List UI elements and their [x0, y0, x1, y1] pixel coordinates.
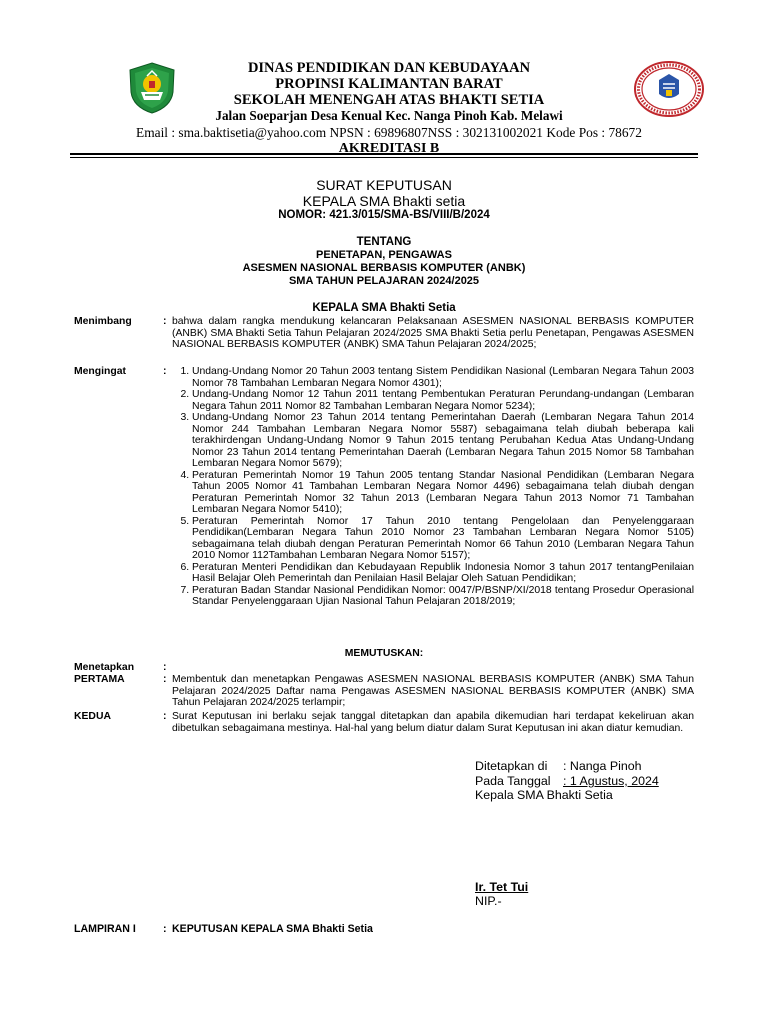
menetapkan-label: Menetapkan — [74, 662, 135, 673]
ditetapkan-label: Ditetapkan di — [475, 759, 548, 773]
decree-title: SURAT KEPUTUSAN — [316, 177, 452, 193]
signer-nip: NIP.- — [475, 894, 502, 908]
list-item: 3. Undang-Undang Nomor 23 Tahun 2014 tentang Pemerintahan Daerah (Lembaran Negara Tahun 2014 Nomor 244 Tambahan Lembaran Negara Nomor 5587) sebagaimana telah diubah beberapa kali terakhirdengan Undang-Undang Nomor 9 Tahun 2015 tentang Perubahan Kedua Atas Undang-Undang Nomor 23 Tahun 2014 tentang Pemerintahan Daerah (Lembaran Negara Tahun 2015 Nomor 58 Tambahan Lembaran Negara Nomor 5679); — [192, 412, 694, 470]
accreditation: AKREDITASI B — [338, 141, 440, 156]
mengingat-label: Mengingat — [74, 366, 126, 377]
subject-lines — [70, 249, 698, 288]
tanggal-value: : 1 Agustus, 2024 — [563, 774, 659, 788]
kedua-label: KEDUA — [74, 711, 111, 722]
lampiran-text: KEPUTUSAN KEPALA SMA Bhakti Setia — [172, 923, 373, 935]
school-contact: Email : sma.baktisetia@yahoo.com NPSN : 69896807NSS : 302131002021 Kode Pos : 78672 — [136, 125, 642, 140]
list-item: 2. Undang-Undang Nomor 12 Tahun 2011 tentang Pembentukan Peraturan Perundang-undangan (Lembaran Negara Tahun 2011 Nomor 82 Tambahan Lembaran Negara Nomor 5234); — [192, 389, 694, 412]
subject-line-1: PENETAPAN, PENGAWAS — [316, 249, 452, 261]
school-address: Jalan Soeparjan Desa Kenual Kec. Nanga Pinoh Kab. Melawi — [215, 108, 563, 123]
pertama-text: Membentuk dan menetapkan Pengawas ASESMEN NASIONAL BERBASIS KOMPUTER (ANBK) SMA Tahun Pelajaran 2024/2025 Daftar nama Pengawas ASESMEN NASIONAL BERBASIS KOMPUTER (ANBK) SMA Tahun Pelajaran 2024/2025 terlampir; — [172, 674, 694, 708]
letterhead-divider-thin — [70, 157, 698, 158]
subject-heading: TENTANG — [356, 236, 412, 248]
signer-name: Ir. Tet Tui — [475, 880, 529, 894]
pertama-section — [74, 674, 696, 710]
pertama-label: PERTAMA — [74, 674, 125, 685]
pertama-colon: : — [163, 674, 167, 685]
ditetapkan-row — [475, 759, 659, 773]
list-item: 5. Peraturan Pemerintah Nomor 17 Tahun 2010 tentang Pengelolaan dan Penyelenggaraan Pendidikan(Lembaran Negara Tahun 2010 Nomor 23 Tambahan Lembaran Negara Nomor 5105) sebagaimana telah diubah dengan Peraturan Pemerintah Nomor 66 Tahun 2010 (Lembaran Negara Tahun 2010 Nomor 112Tambahan Lembaran Negara Nomor 5157); — [192, 516, 694, 562]
signature-place-date — [475, 759, 659, 802]
lampiran-label: LAMPIRAN I — [74, 923, 136, 935]
tanggal-row — [475, 774, 659, 788]
signer-position: Kepala SMA Bhakti Setia — [475, 788, 613, 802]
mengingat-list-wrap — [172, 366, 694, 608]
mengingat-list — [172, 366, 694, 608]
menetapkan-section — [74, 662, 696, 674]
agency-name: DINAS PENDIDIKAN DAN KEBUDAYAAN — [247, 60, 531, 76]
menetapkan-colon: : — [163, 662, 167, 673]
letterhead — [80, 60, 698, 156]
ditetapkan-value: : Nanga Pinoh — [563, 759, 642, 773]
list-item: 1. Undang-Undang Nomor 20 Tahun 2003 tentang Sistem Pendidikan Nasional (Lembaran Negara Tahun 2003 Nomor 78 Tambahan Lembaran Negara Nomor 4301); — [192, 366, 694, 389]
mengingat-colon: : — [163, 366, 167, 377]
list-item: 7. Peraturan Badan Standar Nasional Pendidikan Nomor: 0047/P/BSNP/XI/2018 tentang Prosedur Operasional Standar Penyelenggaraan Ujian Nasional Tahun Pelajaran 2018/2019; — [192, 585, 694, 608]
menimbang-colon: : — [163, 316, 167, 327]
subject-line-3: SMA TAHUN PELAJARAN 2024/2025 — [288, 275, 480, 287]
subject-line-2: ASESMEN NASIONAL BERBASIS KOMPUTER (ANBK) — [242, 262, 526, 274]
issuer-heading: KEPALA SMA Bhakti Setia — [312, 302, 456, 314]
list-item: 6. Peraturan Menteri Pendidikan dan Kebudayaan Republik Indonesia Nomor 3 tahun 2017 tentangPenilaian Hasil Belajar Oleh Pemerintah dan Penilaian Hasil Belajar Oleh Satuan Pendidikan; — [192, 562, 694, 585]
list-item: 4. Peraturan Pemerintah Nomor 19 Tahun 2005 tentang Standar Nasional Pendidikan (Lembaran Negara Tahun 2005 Nomor 41 Tambahan Lembaran Negara Nomor 4496) sebagaimana telah diubah dengan Peraturan Pemerintah Nomor 32 Tahun 2013 (Lembaran Negara Tahun 2013 Nomor 71 Tambahan Lembaran Negara Nomor 5410); — [192, 470, 694, 516]
mengingat-section — [74, 366, 696, 641]
menimbang-text: bahwa dalam rangka mendukung kelancaran Pelaksanaan ASESMEN NASIONAL BERBASIS KOMPUTER (ANBK) SMA Bhakti Setia Tahun Pelajaran 2024/2025 SMA Bhakti Setia perlu Penetapan, Pengawas ASESMEN NASIONAL BERBASIS KOMPUTER (ANBK) SMA Tahun Pelajaran 2024/2025; — [172, 316, 694, 350]
lampiran-colon: : — [163, 923, 167, 935]
signature-name-block — [475, 880, 528, 908]
memutuskan-heading: MEMUTUSKAN: — [344, 648, 424, 659]
menimbang-label: Menimbang — [74, 316, 132, 327]
province-name: PROPINSI KALIMANTAN BARAT — [275, 76, 503, 92]
decree-number: NOMOR: 421.3/015/SMA-BS/VIII/B/2024 — [278, 209, 490, 221]
tanggal-label: Pada Tanggal — [475, 774, 551, 788]
school-name: SEKOLAH MENENGAH ATAS BHAKTI SETIA — [233, 92, 545, 108]
decree-issuer: KEPALA SMA Bhakti setia — [302, 193, 466, 209]
lampiran-section — [74, 923, 696, 937]
menimbang-section — [74, 316, 696, 356]
letterhead-divider-thick — [70, 153, 698, 155]
kedua-colon: : — [163, 711, 167, 722]
kedua-text: Surat Keputusan ini berlaku sejak tanggal ditetapkan dan apabila dikemudian hari terdapat kekeliruan akan dibetulkan sebagaimana mestinya. Hal-hal yang belum diatur dalam Surat Keputusan ini akan diatur kemudian. — [172, 711, 694, 734]
kedua-section — [74, 711, 696, 747]
